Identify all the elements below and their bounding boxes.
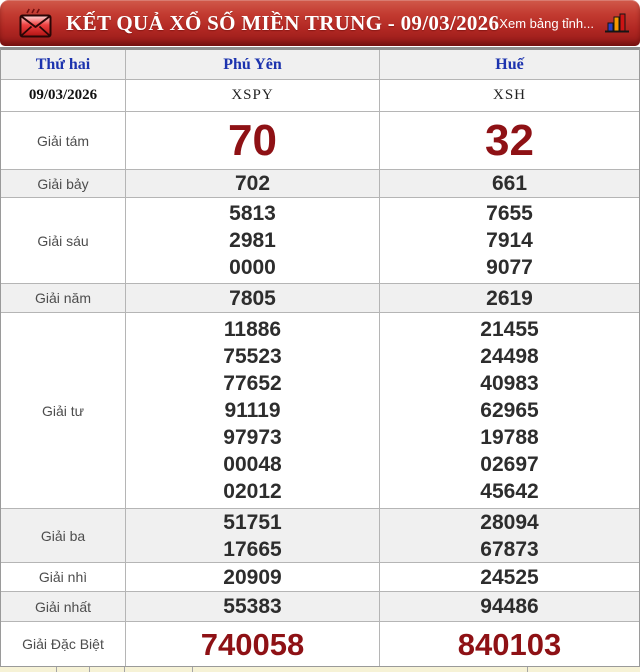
prize-number: 51751 — [223, 510, 282, 534]
prize-label: Giải nhì — [1, 563, 126, 591]
prize-number: 20909 — [223, 565, 282, 589]
prize-label: Giải tám — [1, 112, 126, 169]
column-header-day: Thứ hai — [1, 50, 126, 79]
prize-number: 75523 — [223, 345, 282, 368]
prize-number: 00048 — [223, 453, 282, 476]
table-header-row — [1, 50, 639, 79]
prize-number: 5813 — [229, 202, 276, 225]
prize-label: Giải năm — [1, 284, 126, 312]
prize-number: 740058 — [200, 626, 305, 662]
table-row-giai-dac-biet — [1, 621, 639, 666]
envelope-icon — [18, 6, 54, 40]
prize-label: Giải nhất — [1, 592, 126, 621]
table-row-giai-nhat — [1, 591, 639, 621]
prize-number: 24498 — [480, 345, 539, 368]
hue-values — [380, 592, 639, 621]
prize-number: 67873 — [480, 537, 539, 561]
prize-number: 661 — [491, 172, 528, 195]
prize-number: 45642 — [480, 480, 539, 503]
table-row-giai-bay — [1, 169, 639, 197]
phu-yen-values — [126, 284, 380, 312]
hue-values — [380, 509, 639, 562]
table-row-giai-tu — [1, 312, 639, 508]
prize-label: Giải Đặc Biệt — [1, 622, 126, 666]
prize-number: 19788 — [480, 426, 539, 449]
hue-values — [380, 284, 639, 312]
date-row — [1, 79, 639, 111]
divider-tick — [56, 667, 57, 672]
view-province-table-link[interactable]: Xem bảng tỉnh... — [499, 15, 594, 31]
prize-number: 0000 — [229, 256, 276, 279]
prize-number: 40983 — [480, 372, 539, 395]
prize-number: 7914 — [486, 229, 533, 252]
prize-number: 94486 — [480, 595, 539, 618]
phu-yen-values — [126, 622, 380, 666]
divider-tick — [527, 667, 528, 672]
header-banner — [0, 0, 640, 46]
prize-label: Giải tư — [1, 313, 126, 508]
divider-tick — [89, 667, 90, 672]
prize-number: 7655 — [486, 202, 533, 225]
prize-number: 02697 — [480, 453, 539, 476]
prize-number: 21455 — [480, 318, 539, 341]
prize-number: 702 — [234, 172, 271, 195]
phu-yen-values — [126, 509, 380, 562]
lottery-code-hue: XSH — [492, 87, 526, 103]
column-header-phu-yen[interactable]: Phú Yên — [126, 50, 380, 79]
phu-yen-values — [126, 313, 380, 508]
bottom-cutoff-row — [0, 667, 640, 672]
prize-number: 02012 — [223, 480, 282, 503]
column-header-hue[interactable]: Huế — [495, 55, 524, 73]
hue-values — [380, 112, 639, 169]
prize-number: 62965 — [480, 399, 539, 422]
table-row-giai-ba — [1, 508, 639, 562]
prize-number: 32 — [485, 115, 534, 165]
prize-number: 17665 — [223, 537, 282, 561]
phu-yen-values — [126, 112, 380, 169]
bar-chart-icon[interactable] — [604, 13, 630, 33]
page-title: KẾT QUẢ XỔ SỐ MIỀN TRUNG - 09/03/2026 — [66, 10, 500, 35]
prize-number: 2981 — [229, 229, 276, 252]
hue-values — [380, 198, 639, 283]
prize-number: 91119 — [224, 399, 281, 422]
hue-values — [380, 313, 639, 508]
lottery-code-phu-yen: XSPY — [126, 80, 380, 111]
hue-values — [380, 622, 639, 666]
phu-yen-values — [126, 170, 380, 197]
phu-yen-values — [126, 198, 380, 283]
prize-number: 2619 — [486, 286, 533, 310]
prize-number: 97973 — [223, 426, 282, 449]
prize-number: 11886 — [223, 318, 282, 341]
phu-yen-values — [126, 563, 380, 591]
divider-tick — [124, 667, 125, 672]
prize-number: 9077 — [486, 256, 533, 279]
prize-number: 7805 — [229, 286, 276, 310]
prize-label: Giải bảy — [1, 170, 126, 197]
prize-number: 840103 — [457, 626, 562, 662]
prize-number: 55383 — [223, 595, 282, 618]
table-row-giai-tam — [1, 111, 639, 169]
prize-number: 24525 — [480, 565, 539, 589]
prize-number: 28094 — [480, 510, 539, 534]
prize-number: 70 — [228, 115, 277, 165]
hue-values — [380, 170, 639, 197]
table-row-giai-nhi — [1, 562, 639, 591]
prize-number: 77652 — [223, 372, 282, 395]
table-row-giai-nam — [1, 283, 639, 312]
table-row-giai-sau — [1, 197, 639, 283]
draw-date: 09/03/2026 — [1, 80, 126, 111]
divider-tick — [192, 667, 193, 672]
hue-values — [380, 563, 639, 591]
prize-label: Giải sáu — [1, 198, 126, 283]
phu-yen-values — [126, 592, 380, 621]
prize-label: Giải ba — [1, 509, 126, 562]
lottery-results-table — [0, 47, 640, 667]
